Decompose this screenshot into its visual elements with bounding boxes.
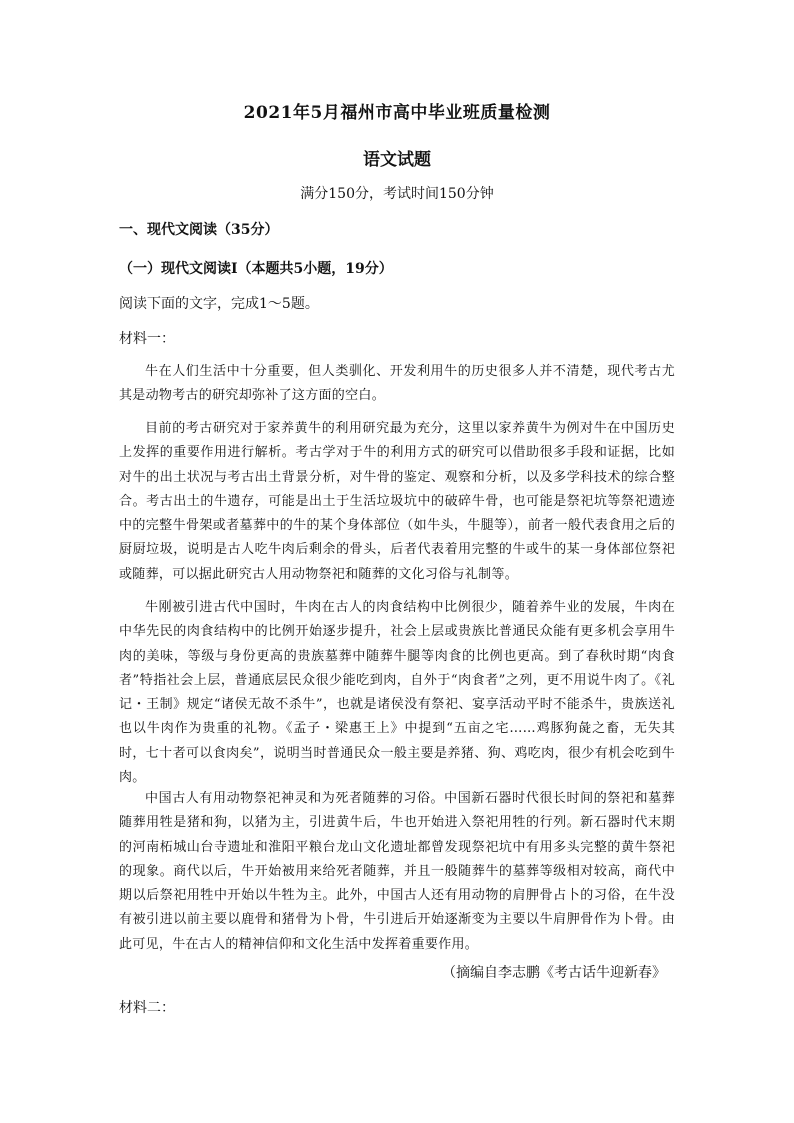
section-heading: 一、现代文阅读（35分） [119,222,279,238]
exam-title: 2021年5月福州市高中毕业班质量检测 [243,103,551,123]
subsection-heading: （一）现代文阅读Ⅰ（本题共5小题，19分） [119,261,393,277]
material-label-2: 材料二： [119,1000,175,1016]
paragraph-1: 牛在人们生活中十分重要，但人类驯化、开发利用牛的历史很多人并不清楚，现代考古尤其是动物考古的研究却弥补了这方面的空白。 [119,364,675,404]
paragraph-3: 牛刚被引进古代中国时，牛肉在古人的肉食结构中比例很少，随着养牛业的发展，牛肉在中华先民的肉食结构中的比例开始逐步提升，社会上层或贵族比普通民众能有更多机会享用牛肉的美味，等级与身份更高的贵族墓葬中随葬牛腿等肉食的比例也更高。到了春秋时期“肉食者”特指社会上层，普通底层民众很少能吃到肉，自外于“肉食者”之列，更不用说牛肉了。《礼记・王制》规定“诸侯无故不杀牛”，也就是诸侯没有祭祀、宴享活动平时不能杀牛，贵族送礼也以牛肉作为贵重的礼物。《孟子・梁惠王上》中提到“五亩之宅……鸡豚狗彘之畜，无失其时，七十者可以食肉矣”，说明当时普通民众一般主要是养猪、狗、鸡吃肉，很少有机会吃到牛肉。 [119,600,675,786]
paragraph-4: 中国古人有用动物祭祀神灵和为死者随葬的习俗。中国新石器时代很长时间的祭祀和墓葬随葬用牲是猪和狗，以猪为主，引进黄牛后，牛也开始进入祭祀用牲的行列。新石器时代末期的河南柘城山台寺遗址和淮阳平粮台龙山文化遗址都曾发现祭祀坑中有用多头完整的黄牛祭祀的现象。商代以后，牛开始被用来给死者随葬，并且一般随葬牛的墓葬等级相对较高，商代中期以后祭祀用牲中开始以牛牲为主。此外，中国古人还有用动物的肩胛骨占卜的习俗，在牛没有被引进以前主要以鹿骨和猪骨为卜骨，牛引进后开始逐渐变为主要以牛肩胛骨作为卜骨。由此可见，牛在古人的精神信仰和文化生活中发挥着重要作用。 [119,791,675,952]
exam-subtitle: 语文试题 [363,150,431,170]
paragraph-2: 目前的考古研究对于家养黄牛的利用研究最为充分，这里以家养黄牛为例对牛在中国历史上发挥的重要作用进行解析。考古学对于牛的利用方式的研究可以借助很多手段和证据，比如对牛的出土状况与考古出土背景分析，对牛骨的鉴定、观察和分析，以及多学科技术的综合整合。考古出土的牛遗存，可能是出土于生活垃圾坑中的破碎牛骨，也可能是祭祀坑等祭祀遗迹中的完整牛骨架或者墓葬中的牛的某个身体部位（如牛头，牛腿等），前者一般代表食用之后的厨厨垃圾，说明是古人吃牛肉后剩余的骨头，后者代表着用完整的牛或牛的某一身体部位祭祀或随葬，可以据此研究古人用动物祭祀和随葬的文化习俗与礼制等。 [119,421,675,582]
material-label: 材料一： [119,331,175,347]
source-citation: （摘编自李志鹏《考古话牛迎新春》 [442,965,666,981]
exam-info: 满分150分，考试时间150分钟 [300,186,494,202]
instruction-text: 阅读下面的文字，完成1～5题。 [119,296,319,312]
